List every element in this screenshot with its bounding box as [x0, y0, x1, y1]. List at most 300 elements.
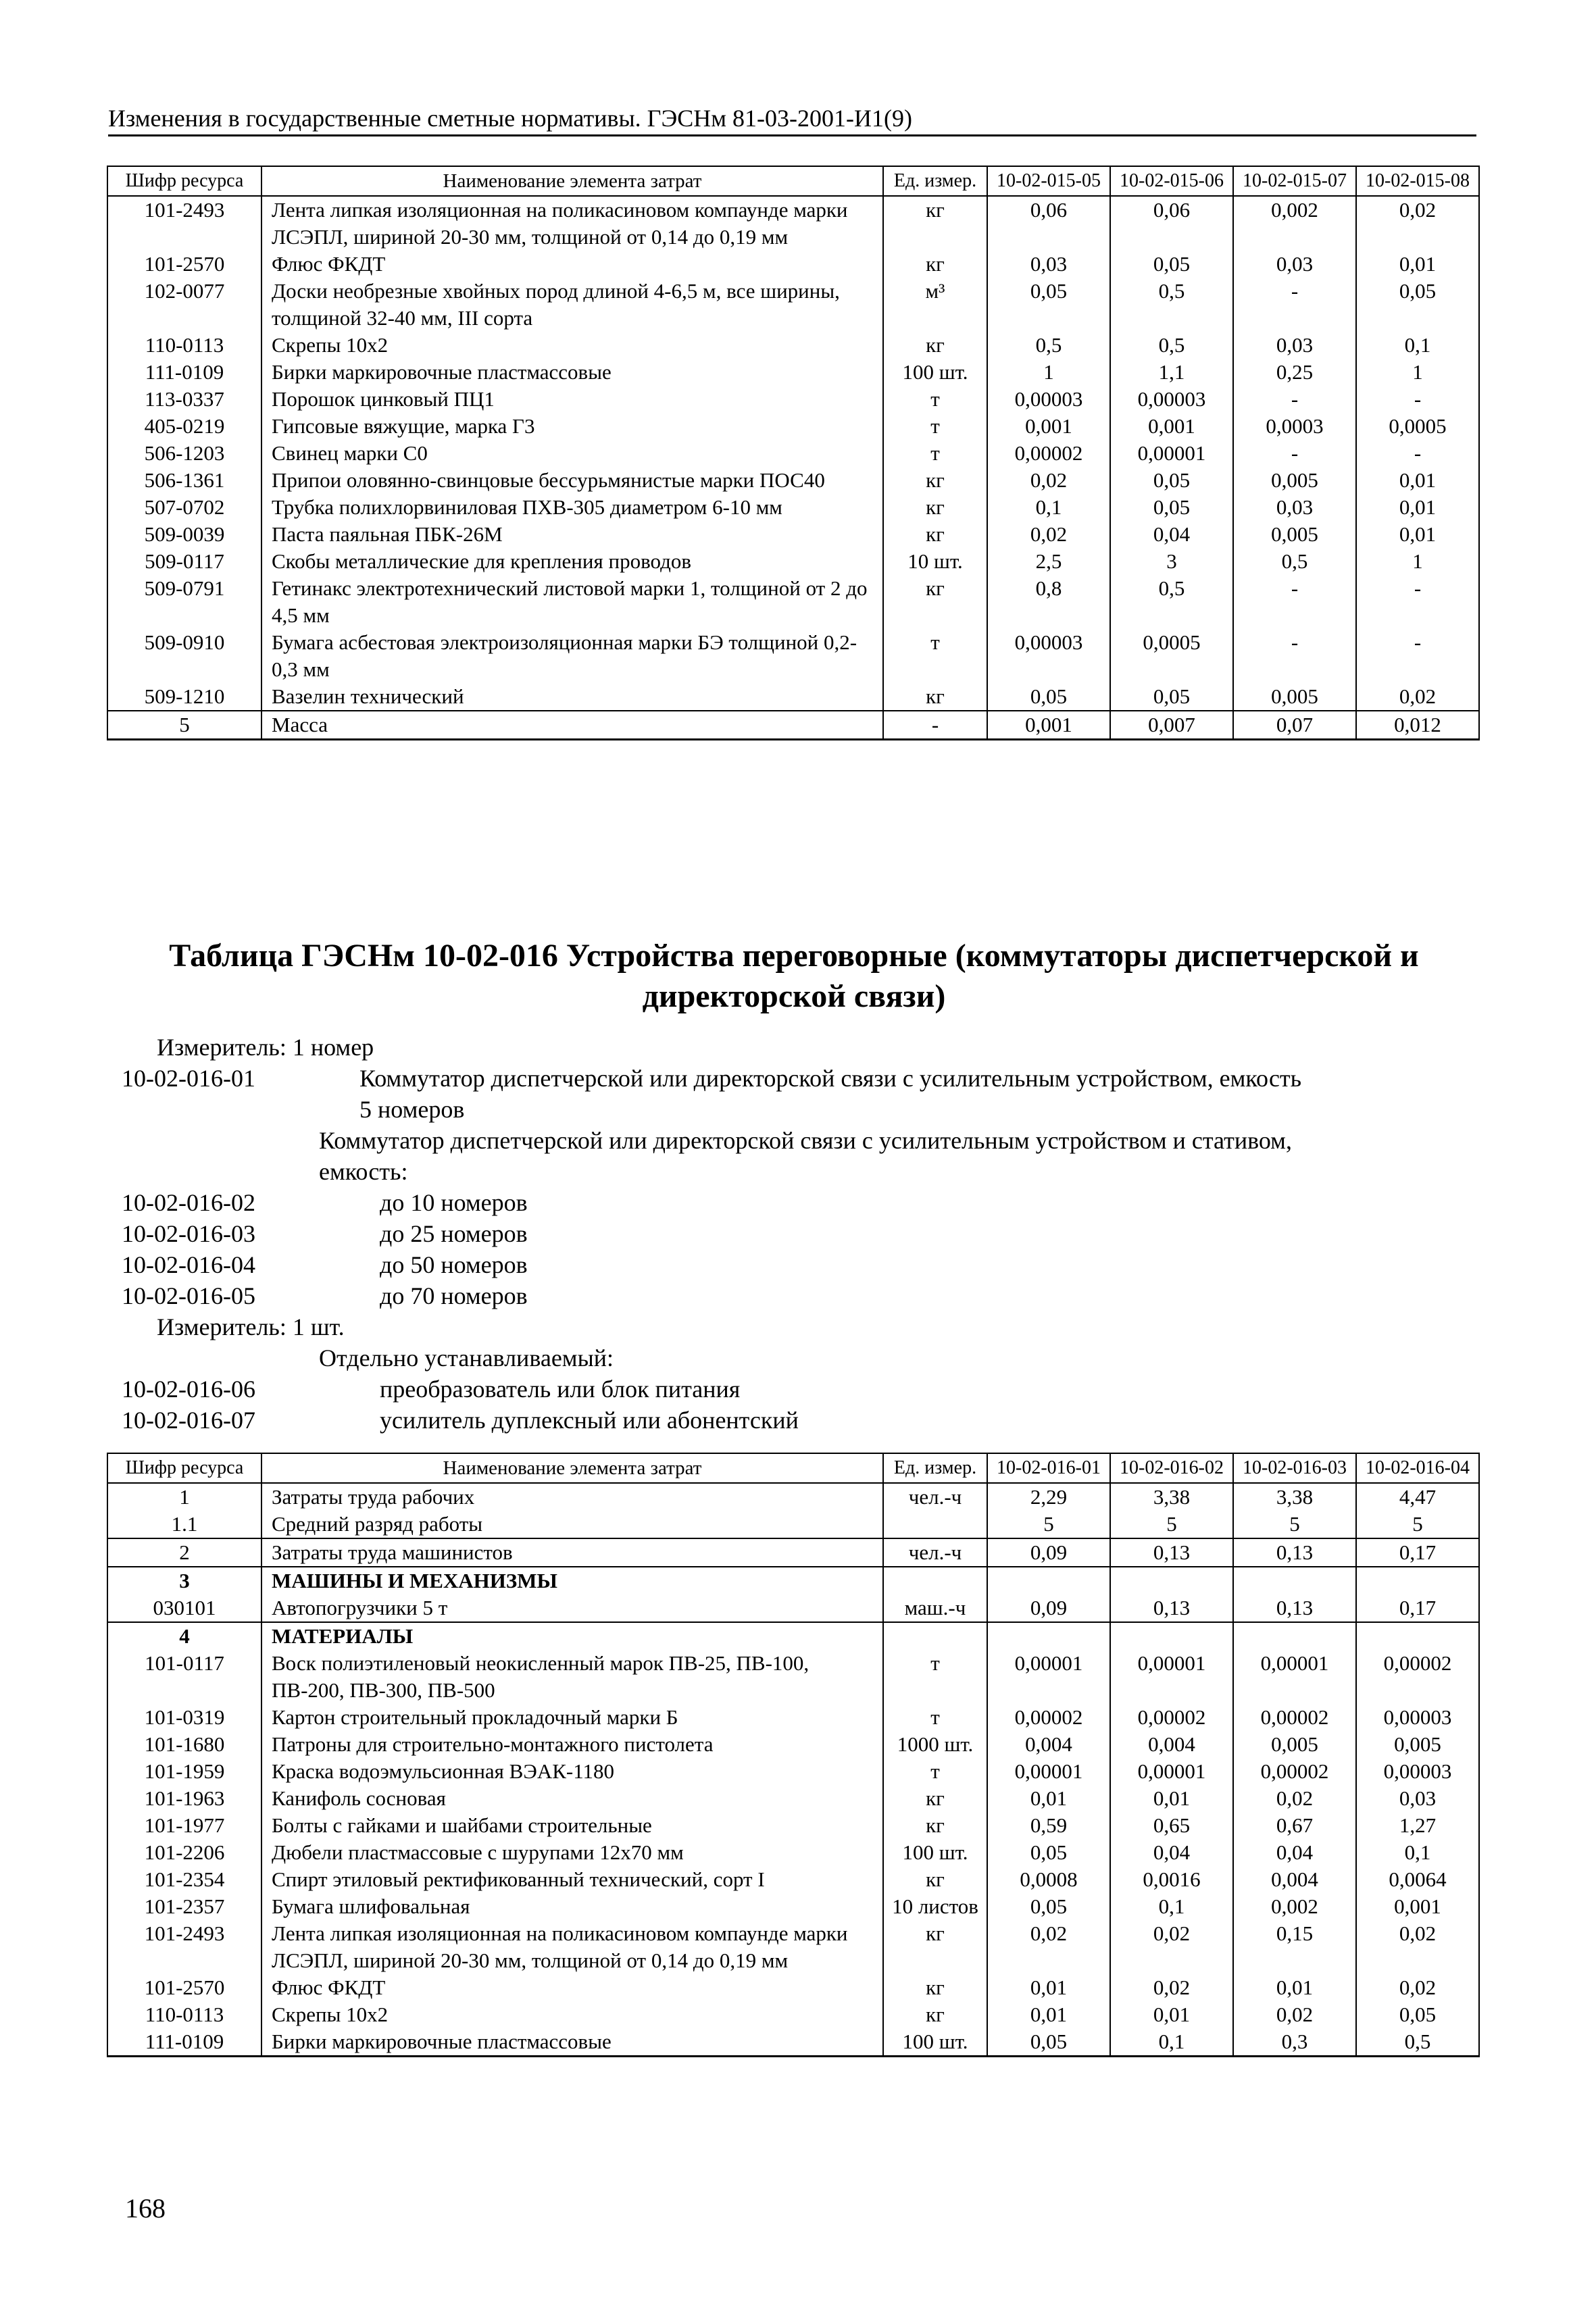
norm-value-cell: 0,001	[1356, 1893, 1479, 1920]
norm-value-cell: 1,27	[1356, 1812, 1479, 1839]
resource-name-cell: Спирт этиловый ректификованный технический, сорт I	[261, 1866, 883, 1893]
resource-code-cell: 507-0702	[107, 494, 261, 521]
resource-name-cell: Канифоль сосновая	[261, 1785, 883, 1812]
norm-value-cell: 0,03	[1233, 494, 1356, 521]
norm-value-cell: 0,007	[1110, 711, 1233, 740]
norm-value-cell: -	[1233, 629, 1356, 683]
norm-value-cell: -	[1356, 440, 1479, 467]
norm-value-cell: 0,03	[1233, 251, 1356, 278]
unit-cell: кг	[883, 683, 987, 711]
unit-cell: кг	[883, 1866, 987, 1893]
unit-cell: кг	[883, 251, 987, 278]
norm-value-cell: 0,012	[1356, 711, 1479, 740]
norm-code-05: 10-02-016-05	[122, 1282, 255, 1309]
resource-name-cell: Затраты труда машинистов	[261, 1538, 883, 1567]
unit-cell: чел.-ч	[883, 1538, 987, 1567]
unit-cell: кг	[883, 494, 987, 521]
table-row	[107, 683, 1479, 711]
norm-value-cell: -	[1233, 278, 1356, 332]
norm-value-cell: 0,1	[987, 494, 1110, 521]
norm-value-cell: 0,13	[1233, 1538, 1356, 1567]
norm-value-cell: 0,02	[1356, 1974, 1479, 2001]
norm-value-cell: 0,09	[987, 1594, 1110, 1622]
norm-value-cell: 0,004	[987, 1731, 1110, 1758]
table-row	[107, 1622, 1479, 1650]
resource-name-cell: Бумага асбестовая электроизоляционная марки БЭ толщиной 0,2-0,3 мм	[261, 629, 883, 683]
norm-value-cell: 0,17	[1356, 1538, 1479, 1567]
resource-table-015	[107, 166, 1480, 740]
norm-value-cell: 0,65	[1110, 1812, 1233, 1839]
table-row	[107, 1511, 1479, 1538]
col-header-norm-2: 10-02-015-06	[1110, 166, 1233, 196]
norm-value-cell: 0,06	[987, 196, 1110, 251]
col-header-norm-4: 10-02-016-04	[1356, 1453, 1479, 1483]
norm-value-cell: 0,59	[987, 1812, 1110, 1839]
resource-name-cell: Припои оловянно-свинцовые бессурьмянистые марки ПОС40	[261, 467, 883, 494]
table-row	[107, 196, 1479, 251]
unit-cell: т	[883, 629, 987, 683]
table-row	[107, 711, 1479, 740]
norm-value-cell: 2,29	[987, 1483, 1110, 1511]
resource-table-016	[107, 1453, 1480, 2057]
norm-value-cell: 0,05	[987, 278, 1110, 332]
resource-name-cell: Дюбели пластмассовые с шурупами 12х70 мм	[261, 1839, 883, 1866]
resource-code-cell: 101-0117	[107, 1650, 261, 1704]
table-row	[107, 1785, 1479, 1812]
norm-value-cell: 0,00001	[987, 1758, 1110, 1785]
unit-cell: кг	[883, 332, 987, 359]
table-row	[107, 1812, 1479, 1839]
norm-value-cell: 0,5	[1233, 548, 1356, 575]
resource-code-cell: 101-2357	[107, 1893, 261, 1920]
norm-value-cell: 4,47	[1356, 1483, 1479, 1511]
norm-value-cell: 0,004	[1233, 1866, 1356, 1893]
resource-name-cell: Трубка полихлорвиниловая ПХВ-305 диаметром 6-10 мм	[261, 494, 883, 521]
norm-value-cell: 0,00001	[987, 1650, 1110, 1704]
norm-value-cell: 0,00002	[1233, 1704, 1356, 1731]
table-row	[107, 359, 1479, 386]
norm-code-01: 10-02-016-01	[122, 1065, 255, 1092]
norm-value-cell: -	[1233, 386, 1356, 413]
norm-value-cell: 0,05	[1110, 494, 1233, 521]
norm-value-cell: 0,05	[987, 2028, 1110, 2057]
unit-cell: -	[883, 711, 987, 740]
meter-label-1: Измеритель: 1 номер	[157, 1034, 374, 1061]
norm-value-cell: 0,8	[987, 575, 1110, 629]
norm-value-cell: 0,00002	[987, 440, 1110, 467]
table-row	[107, 1920, 1479, 1974]
unit-cell: кг	[883, 1920, 987, 1974]
norm-value-cell: 5	[1356, 1511, 1479, 1538]
resource-code-cell: 110-0113	[107, 2001, 261, 2028]
resource-code-cell: 405-0219	[107, 413, 261, 440]
table-row	[107, 1758, 1479, 1785]
norm-text-06: преобразователь или блок питания	[380, 1376, 741, 1403]
norm-value-cell: 0,03	[1233, 332, 1356, 359]
col-header-code: Шифр ресурса	[107, 166, 261, 196]
resource-name-cell: Патроны для строительно-монтажного пистолета	[261, 1731, 883, 1758]
norm-value-cell: 0,03	[1356, 1785, 1479, 1812]
norm-value-cell: 0,05	[987, 1893, 1110, 1920]
norm-value-cell: 0,05	[1356, 2001, 1479, 2028]
unit-cell: т	[883, 413, 987, 440]
norm-value-cell: 0,02	[1233, 2001, 1356, 2028]
norm-value-cell: 0,01	[1110, 2001, 1233, 2028]
resource-name-cell: Бумага шлифовальная	[261, 1893, 883, 1920]
norm-code-06: 10-02-016-06	[122, 1376, 255, 1403]
resource-code-cell: 4	[107, 1622, 261, 1650]
resource-code-cell: 101-1959	[107, 1758, 261, 1785]
resource-code-cell: 101-0319	[107, 1704, 261, 1731]
norm-value-cell: 0,5	[1110, 575, 1233, 629]
norm-value-cell: 0,1	[1110, 1893, 1233, 1920]
unit-cell: кг	[883, 521, 987, 548]
norm-value-cell: 0,00001	[1110, 1650, 1233, 1704]
resource-code-cell: 113-0337	[107, 386, 261, 413]
resource-code-cell: 5	[107, 711, 261, 740]
norm-value-cell: 5	[1110, 1511, 1233, 1538]
group-text-1a: Коммутатор диспетчерской или директорской связи с усилительным устройством и стативом,	[319, 1127, 1292, 1154]
unit-cell: кг	[883, 1974, 987, 2001]
norm-value-cell: 0,02	[987, 521, 1110, 548]
resource-code-cell: 030101	[107, 1594, 261, 1622]
group-text-1b: емкость:	[319, 1158, 408, 1185]
table-row	[107, 1538, 1479, 1567]
resource-code-cell: 509-1210	[107, 683, 261, 711]
norm-value-cell: 0,67	[1233, 1812, 1356, 1839]
norm-value-cell	[1233, 1622, 1356, 1650]
resource-name-cell: Затраты труда рабочих	[261, 1483, 883, 1511]
table-row	[107, 575, 1479, 629]
norm-value-cell: 0,1	[1110, 2028, 1233, 2057]
norm-value-cell: 0,1	[1356, 1839, 1479, 1866]
table-row	[107, 278, 1479, 332]
unit-cell: 10 шт.	[883, 548, 987, 575]
unit-cell: 100 шт.	[883, 359, 987, 386]
page-number: 168	[125, 2193, 166, 2223]
norm-value-cell: 0,3	[1233, 2028, 1356, 2057]
norm-code-04: 10-02-016-04	[122, 1251, 255, 1278]
norm-value-cell: 0,03	[987, 251, 1110, 278]
resource-name-cell: Бирки маркировочные пластмассовые	[261, 359, 883, 386]
norm-value-cell	[1110, 1622, 1233, 1650]
norm-value-cell: 0,00002	[1356, 1650, 1479, 1704]
norm-value-cell: 0,004	[1110, 1731, 1233, 1758]
table-row	[107, 1893, 1479, 1920]
norm-value-cell: 0,0005	[1356, 413, 1479, 440]
table-row	[107, 1594, 1479, 1622]
norm-value-cell: 2,5	[987, 548, 1110, 575]
resource-name-cell: Гетинакс электротехнический листовой марки 1, толщиной от 2 до 4,5 мм	[261, 575, 883, 629]
col-header-norm-4: 10-02-015-08	[1356, 166, 1479, 196]
norm-text-04: до 50 номеров	[380, 1251, 528, 1278]
norm-value-cell: 0,02	[1356, 196, 1479, 251]
resource-code-cell: 111-0109	[107, 2028, 261, 2057]
norm-value-cell: 3,38	[1233, 1483, 1356, 1511]
norm-value-cell: 0,13	[1110, 1594, 1233, 1622]
unit-cell: 100 шт.	[883, 2028, 987, 2057]
norm-value-cell: 0,13	[1110, 1538, 1233, 1567]
resource-name-cell: МАШИНЫ И МЕХАНИЗМЫ	[261, 1567, 883, 1594]
norm-value-cell: 0,00001	[1110, 1758, 1233, 1785]
resource-name-cell: Доски необрезные хвойных пород длиной 4-6,5 м, все ширины, толщиной 32-40 мм, III сорта	[261, 278, 883, 332]
resource-name-cell: Воск полиэтиленовый неокисленный марок ПВ-25, ПВ-100, ПВ-200, ПВ-300, ПВ-500	[261, 1650, 883, 1704]
norm-value-cell: 0,25	[1233, 359, 1356, 386]
col-header-norm-1: 10-02-016-01	[987, 1453, 1110, 1483]
norm-value-cell: 0,13	[1233, 1594, 1356, 1622]
resource-code-cell: 101-1977	[107, 1812, 261, 1839]
norm-value-cell: 0,005	[1233, 683, 1356, 711]
resource-code-cell: 101-2570	[107, 251, 261, 278]
unit-cell: т	[883, 440, 987, 467]
unit-cell: кг	[883, 575, 987, 629]
col-header-code: Шифр ресурса	[107, 1453, 261, 1483]
unit-cell: кг	[883, 196, 987, 251]
table-row	[107, 494, 1479, 521]
resource-code-cell: 101-2493	[107, 196, 261, 251]
norm-value-cell: 5	[987, 1511, 1110, 1538]
resource-name-cell: Масса	[261, 711, 883, 740]
table-row	[107, 1483, 1479, 1511]
resource-code-cell: 3	[107, 1567, 261, 1594]
col-header-norm-2: 10-02-016-02	[1110, 1453, 1233, 1483]
col-header-name: Наименование элемента затрат	[261, 1453, 883, 1483]
norm-value-cell: 0,01	[1110, 1785, 1233, 1812]
resource-code-cell: 102-0077	[107, 278, 261, 332]
resource-code-cell: 111-0109	[107, 359, 261, 386]
norm-value-cell: 0,0008	[987, 1866, 1110, 1893]
norm-value-cell: 0,00001	[1110, 440, 1233, 467]
norm-value-cell: -	[1356, 386, 1479, 413]
norm-value-cell: 0,01	[987, 2001, 1110, 2028]
norm-value-cell: 0,002	[1233, 196, 1356, 251]
col-header-unit: Ед. измер.	[883, 1453, 987, 1483]
unit-cell	[883, 1622, 987, 1650]
unit-cell: кг	[883, 1812, 987, 1839]
norm-value-cell: 0,05	[987, 683, 1110, 711]
norm-value-cell: 0,001	[1110, 413, 1233, 440]
table-row	[107, 386, 1479, 413]
norm-value-cell: 0,00003	[1356, 1758, 1479, 1785]
norm-value-cell: 0,01	[1356, 467, 1479, 494]
resource-name-cell: Скрепы 10х2	[261, 2001, 883, 2028]
norm-value-cell: 0,04	[1110, 521, 1233, 548]
unit-cell	[883, 1567, 987, 1594]
norm-text-01b: 5 номеров	[359, 1096, 465, 1123]
table-row	[107, 1974, 1479, 2001]
resource-code-cell: 101-2354	[107, 1866, 261, 1893]
norm-value-cell: 5	[1233, 1511, 1356, 1538]
norm-value-cell: 0,00003	[987, 386, 1110, 413]
norm-value-cell: 0,0005	[1110, 629, 1233, 683]
resource-code-cell: 101-2493	[107, 1920, 261, 1974]
resource-name-cell: Болты с гайками и шайбами строительные	[261, 1812, 883, 1839]
norm-value-cell: 0,1	[1356, 332, 1479, 359]
unit-cell: кг	[883, 467, 987, 494]
norm-value-cell: 0,02	[987, 1920, 1110, 1974]
norm-value-cell	[987, 1622, 1110, 1650]
resource-name-cell: Средний разряд работы	[261, 1511, 883, 1538]
norm-value-cell: 0,05	[1110, 467, 1233, 494]
norm-value-cell: 0,5	[1356, 2028, 1479, 2057]
unit-cell: чел.-ч	[883, 1483, 987, 1511]
norm-value-cell: 0,02	[1233, 1785, 1356, 1812]
table-row	[107, 332, 1479, 359]
resource-code-cell: 509-0117	[107, 548, 261, 575]
norm-value-cell: 0,01	[1356, 521, 1479, 548]
resource-code-cell: 101-2206	[107, 1839, 261, 1866]
norm-value-cell: 0,02	[987, 467, 1110, 494]
table-row	[107, 1839, 1479, 1866]
col-header-unit: Ед. измер.	[883, 166, 987, 196]
resource-name-cell: Бирки маркировочные пластмассовые	[261, 2028, 883, 2057]
resource-name-cell: Флюс ФКДТ	[261, 251, 883, 278]
norm-value-cell: 0,5	[1110, 278, 1233, 332]
table-row	[107, 2001, 1479, 2028]
norm-value-cell	[1356, 1567, 1479, 1594]
norm-value-cell	[987, 1567, 1110, 1594]
norm-value-cell: 0,005	[1233, 467, 1356, 494]
unit-cell: 1000 шт.	[883, 1731, 987, 1758]
norm-value-cell: 0,15	[1233, 1920, 1356, 1974]
norm-value-cell: 0,0003	[1233, 413, 1356, 440]
resource-code-cell: 509-0039	[107, 521, 261, 548]
norm-value-cell: 0,05	[1110, 251, 1233, 278]
col-header-norm-3: 10-02-016-03	[1233, 1453, 1356, 1483]
resource-name-cell: Скрепы 10х2	[261, 332, 883, 359]
norm-value-cell: 1,1	[1110, 359, 1233, 386]
norm-value-cell: 0,005	[1233, 1731, 1356, 1758]
resource-name-cell: Краска водоэмульсионная ВЭАК-1180	[261, 1758, 883, 1785]
table-row	[107, 1704, 1479, 1731]
resource-code-cell: 110-0113	[107, 332, 261, 359]
resource-name-cell: Автопогрузчики 5 т	[261, 1594, 883, 1622]
resource-code-cell: 506-1203	[107, 440, 261, 467]
resource-code-cell: 2	[107, 1538, 261, 1567]
table-title: Таблица ГЭСНм 10-02-016 Устройства переговорные (коммутаторы диспетчерской и директорской связи)	[169, 938, 1419, 1014]
norm-code-02: 10-02-016-02	[122, 1189, 255, 1216]
resource-code-cell: 101-1963	[107, 1785, 261, 1812]
norm-text-01a: Коммутатор диспетчерской или директорской связи с усилительным устройством, емкость	[359, 1065, 1302, 1092]
norm-value-cell: 0,00001	[1233, 1650, 1356, 1704]
resource-name-cell: Скобы металлические для крепления проводов	[261, 548, 883, 575]
norm-value-cell: 1	[987, 359, 1110, 386]
norm-value-cell: -	[1233, 575, 1356, 629]
unit-cell: кг	[883, 1785, 987, 1812]
norm-value-cell: 1	[1356, 548, 1479, 575]
norm-value-cell	[1110, 1567, 1233, 1594]
resource-code-cell: 101-1680	[107, 1731, 261, 1758]
norm-value-cell: 0,02	[1110, 1920, 1233, 1974]
table-row	[107, 413, 1479, 440]
norm-value-cell: 0,00002	[1110, 1704, 1233, 1731]
norm-value-cell: 0,002	[1233, 1893, 1356, 1920]
group-text-2: Отдельно устанавливаемый:	[319, 1344, 614, 1372]
resource-code-cell: 1.1	[107, 1511, 261, 1538]
unit-cell: м³	[883, 278, 987, 332]
table-row	[107, 1866, 1479, 1893]
resource-name-cell: Вазелин технический	[261, 683, 883, 711]
norm-value-cell: 1	[1356, 359, 1479, 386]
resource-code-cell: 101-2570	[107, 1974, 261, 2001]
col-header-norm-3: 10-02-015-07	[1233, 166, 1356, 196]
unit-cell: т	[883, 1758, 987, 1785]
norm-text-03: до 25 номеров	[380, 1220, 528, 1247]
norm-value-cell: 0,07	[1233, 711, 1356, 740]
norm-value-cell: 0,00003	[1110, 386, 1233, 413]
norm-value-cell: 0,01	[987, 1974, 1110, 2001]
norm-value-cell: 0,00002	[987, 1704, 1110, 1731]
table-row	[107, 1731, 1479, 1758]
norm-value-cell: 0,0016	[1110, 1866, 1233, 1893]
unit-cell: маш.-ч	[883, 1594, 987, 1622]
norm-value-cell: -	[1233, 440, 1356, 467]
unit-cell: т	[883, 1650, 987, 1704]
norm-value-cell: -	[1356, 629, 1479, 683]
norm-value-cell	[1233, 1567, 1356, 1594]
unit-cell: т	[883, 386, 987, 413]
norm-text-07: усилитель дуплексный или абонентский	[380, 1407, 799, 1434]
resource-name-cell: Лента липкая изоляционная на поликасиновом компаунде марки ЛСЭПЛ, шириной 20-30 мм, толщиной от 0,14 до 0,19 мм	[261, 196, 883, 251]
norm-value-cell: 0,05	[1356, 278, 1479, 332]
resource-name-cell: Картон строительный прокладочный марки Б	[261, 1704, 883, 1731]
norm-value-cell: 0,09	[987, 1538, 1110, 1567]
table-row	[107, 548, 1479, 575]
norm-value-cell: 0,06	[1110, 196, 1233, 251]
norm-value-cell: 0,5	[987, 332, 1110, 359]
norm-value-cell: 0,005	[1233, 521, 1356, 548]
resource-code-cell: 506-1361	[107, 467, 261, 494]
norm-value-cell: 0,04	[1233, 1839, 1356, 1866]
table-row	[107, 251, 1479, 278]
norm-value-cell: -	[1356, 575, 1479, 629]
norm-value-cell: 0,001	[987, 413, 1110, 440]
unit-cell: 100 шт.	[883, 1839, 987, 1866]
table-row	[107, 1650, 1479, 1704]
norm-value-cell: 0,04	[1110, 1839, 1233, 1866]
running-header: Изменения в государственные сметные нормативы. ГЭСНм 81-03-2001-И1(9)	[108, 105, 1476, 136]
table-row	[107, 440, 1479, 467]
norm-value-cell: 3,38	[1110, 1483, 1233, 1511]
col-header-name: Наименование элемента затрат	[261, 166, 883, 196]
norm-value-cell: 0,00003	[987, 629, 1110, 683]
resource-name-cell: Флюс ФКДТ	[261, 1974, 883, 2001]
resource-name-cell: Порошок цинковый ПЦ1	[261, 386, 883, 413]
resource-code-cell: 509-0910	[107, 629, 261, 683]
norm-code-03: 10-02-016-03	[122, 1220, 255, 1247]
norm-code-07: 10-02-016-07	[122, 1407, 255, 1434]
norm-value-cell: 0,00003	[1356, 1704, 1479, 1731]
norm-value-cell: 0,001	[987, 711, 1110, 740]
norm-value-cell: 0,01	[1356, 494, 1479, 521]
norm-value-cell: 0,0064	[1356, 1866, 1479, 1893]
resource-code-cell: 1	[107, 1483, 261, 1511]
unit-cell: кг	[883, 2001, 987, 2028]
norm-value-cell: 0,02	[1110, 1974, 1233, 2001]
norm-text-02: до 10 номеров	[380, 1189, 528, 1216]
norm-value-cell: 0,01	[1356, 251, 1479, 278]
norm-value-cell: 0,5	[1110, 332, 1233, 359]
norm-value-cell	[1356, 1622, 1479, 1650]
meter-label-2: Измеритель: 1 шт.	[157, 1313, 345, 1340]
norm-value-cell: 0,02	[1356, 683, 1479, 711]
norm-value-cell: 0,17	[1356, 1594, 1479, 1622]
unit-cell	[883, 1511, 987, 1538]
resource-name-cell: Свинец марки С0	[261, 440, 883, 467]
norm-value-cell: 0,05	[1110, 683, 1233, 711]
resource-code-cell: 509-0791	[107, 575, 261, 629]
table-row	[107, 2028, 1479, 2057]
